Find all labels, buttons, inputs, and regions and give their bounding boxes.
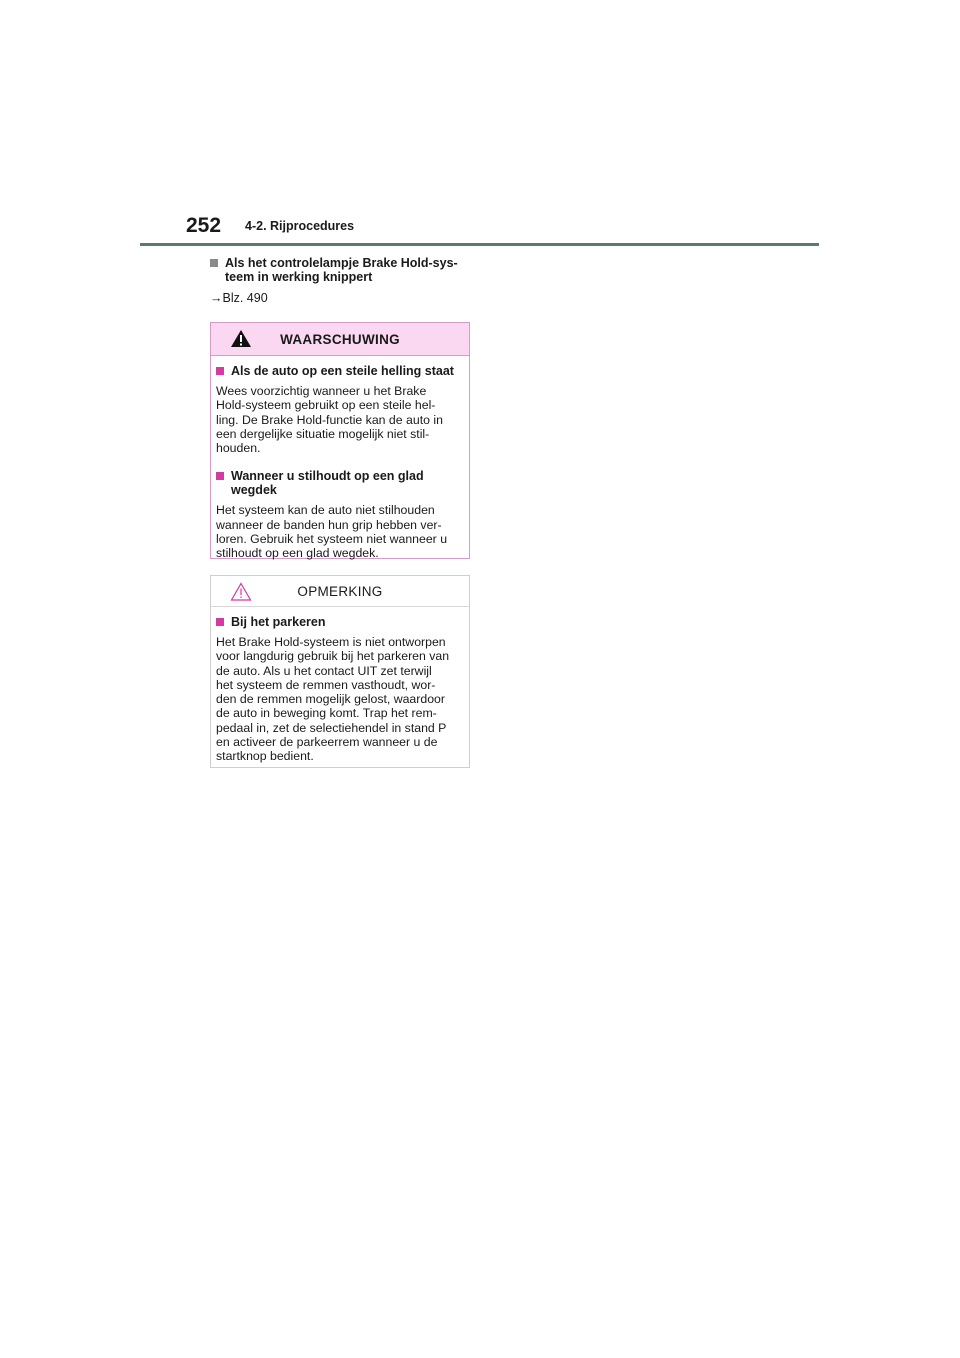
intro-section (210, 256, 470, 305)
square-bullet-icon (216, 618, 224, 626)
warning-item-heading (216, 364, 463, 378)
warning-triangle-icon (230, 329, 252, 348)
page-number: 252 (186, 214, 222, 237)
square-bullet-icon (210, 259, 218, 267)
warning-item-1-text: Wees voorzichtig wanneer u het Brake Hold-systeem gebruikt op een steile hel- ling. De Brake Hold-functie kan de auto in een dergelijke situatie mogelijk niet stil- houden. (216, 384, 443, 456)
header-divider (140, 243, 819, 246)
notice-header (211, 576, 469, 607)
intro-heading (210, 256, 470, 284)
intro-heading-text: Als het controlelampje Brake Hold-sys- teem in werking knippert (225, 256, 458, 284)
warning-title: WAARSCHUWING (280, 331, 400, 347)
warning-body (211, 356, 469, 561)
warning-item-heading (216, 469, 463, 497)
warning-item-2-text: Het systeem kan de auto niet stilhouden wanneer de banden hun grip hebben ver- loren. Gebruik het systeem niet wanneer u stilhoudt op een glad wegdek. (216, 503, 448, 561)
caution-outline-icon (230, 582, 252, 601)
notice-box (210, 575, 470, 768)
notice-item-heading (216, 615, 463, 629)
notice-item-1-heading: Bij het parkeren (231, 615, 326, 629)
notice-item-1-text: Het Brake Hold-systeem is niet ontworpen voor langdurig gebruik bij het parkeren van de auto. Als u het contact UIT zet terwijl het systeem de remmen vasthoudt, wor- den de remmen mogelijk gelost, waardoor de auto in beweging komt. Trap het rem- pedaal in, zet de selectiehendel in stand P en activeer de parkeerrem wanneer u de startknop bedient. (216, 635, 450, 764)
warning-item-2-heading: Wanneer u stilhoudt op een glad wegdek (231, 469, 424, 498)
notice-title: OPMERKING (297, 583, 383, 599)
warning-box (210, 322, 470, 559)
section-title: 4-2. Rijprocedures (245, 219, 355, 233)
warning-header (211, 323, 469, 356)
square-bullet-icon (216, 367, 224, 375)
square-bullet-icon (216, 472, 224, 480)
notice-body (211, 607, 469, 764)
warning-item-1-heading: Als de auto op een steile helling staat (231, 364, 454, 378)
page-reference-link[interactable]: →Blz. 490 (210, 291, 268, 305)
